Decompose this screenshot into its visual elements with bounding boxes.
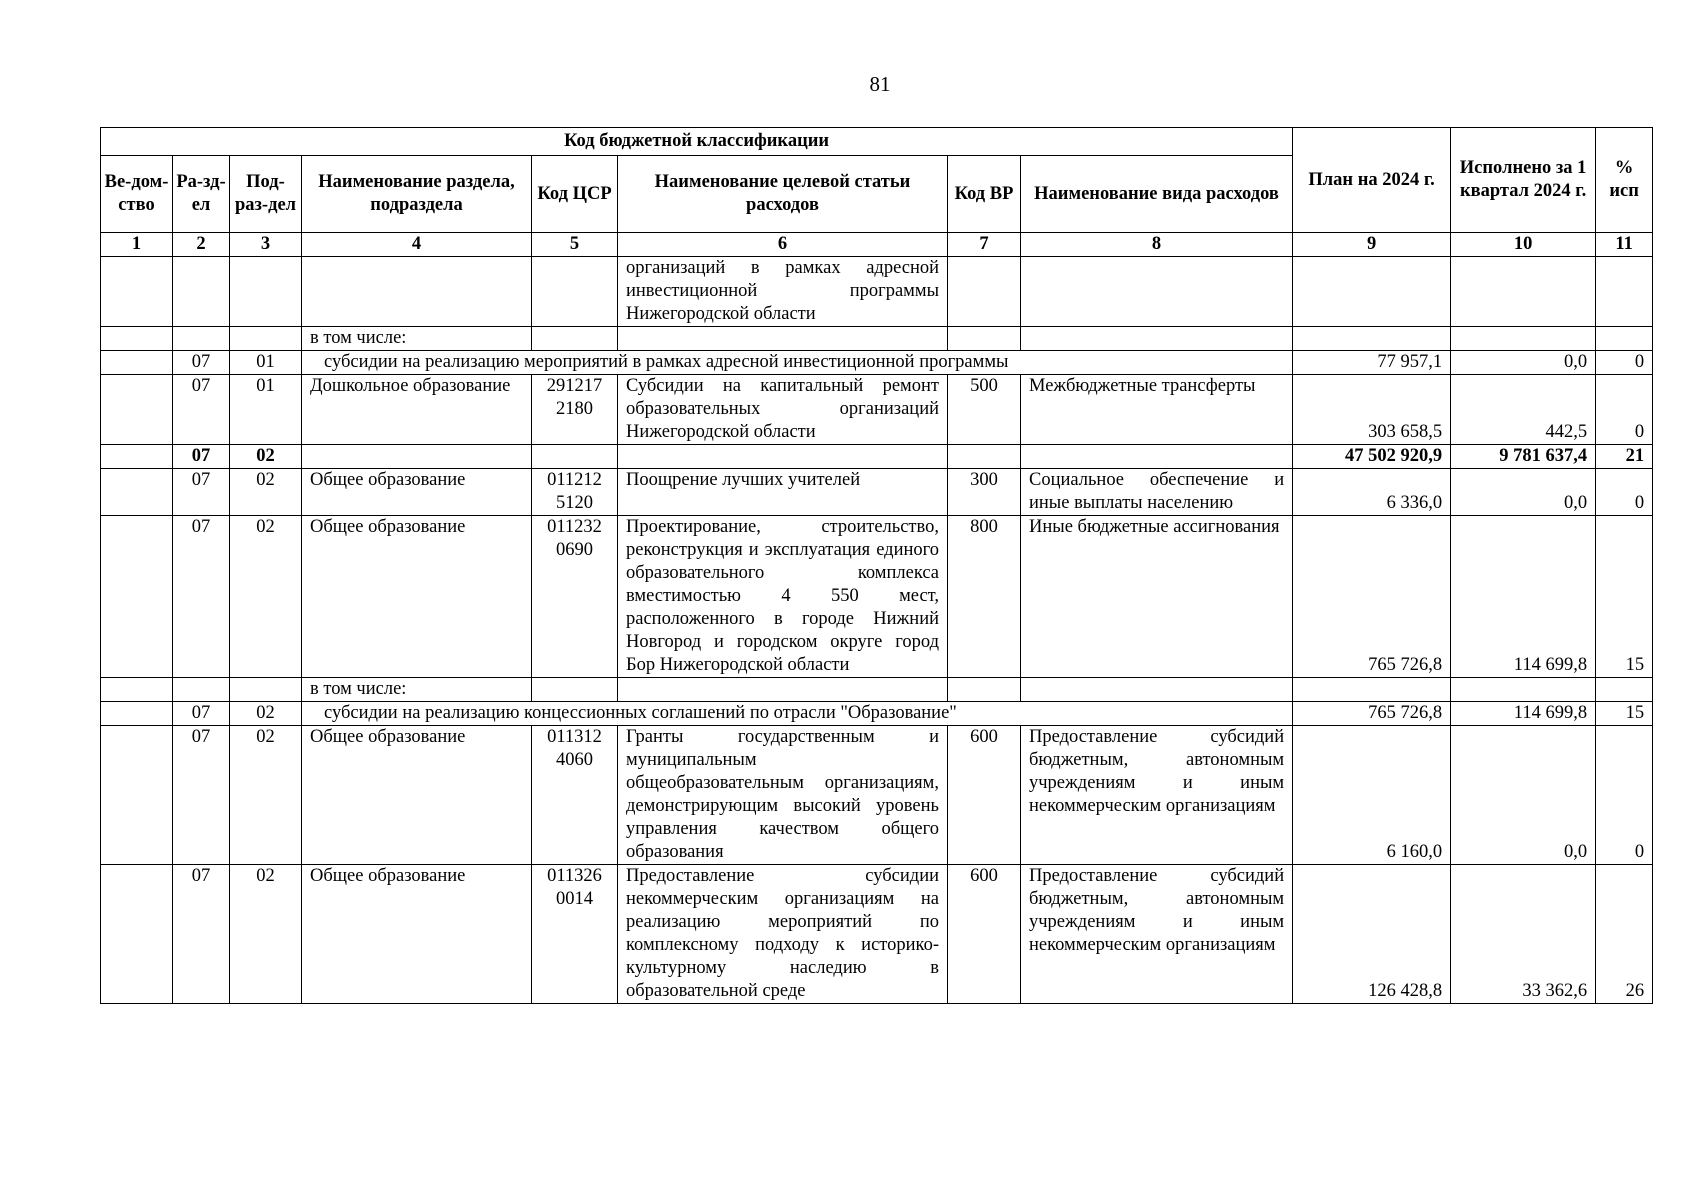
header-executed: Исполнено за 1 квартал 2024 г. (1451, 128, 1596, 233)
executed-value: 0,0 (1451, 726, 1596, 865)
vr-code: 600 (948, 865, 1021, 1004)
column-number: 10 (1451, 233, 1596, 257)
section-name: Общее образование (302, 516, 532, 678)
plan-value: 126 428,8 (1293, 865, 1451, 1004)
header-section-name: Наименование раздела, подраздела (302, 156, 532, 233)
table-row (101, 375, 1653, 445)
podrazdel: 02 (230, 469, 302, 516)
executed-value: 114 699,8 (1451, 702, 1596, 726)
razdel: 07 (173, 702, 230, 726)
table-row (101, 865, 1653, 1004)
razdel: 07 (173, 375, 230, 445)
csr-code: 011232 0690 (532, 516, 618, 678)
page-number: 81 (869, 72, 891, 96)
razdel: 07 (173, 516, 230, 678)
table-row (101, 726, 1653, 865)
column-number: 9 (1293, 233, 1451, 257)
vr-code: 600 (948, 726, 1021, 865)
header-plan: План на 2024 г. (1293, 128, 1451, 233)
executed-value: 0,0 (1451, 469, 1596, 516)
percent-value: 26 (1596, 865, 1653, 1004)
vr-code: 500 (948, 375, 1021, 445)
csr-code: 011212 5120 (532, 469, 618, 516)
csr-code: 011312 4060 (532, 726, 618, 865)
table-row (101, 351, 1653, 375)
plan-value: 765 726,8 (1293, 702, 1451, 726)
header-vr-name: Наименование вида расходов (1021, 156, 1293, 233)
plan-value: 6 160,0 (1293, 726, 1451, 865)
target-name: Поощрение лучших учителей (618, 469, 948, 516)
budget-table (100, 127, 1653, 1004)
subsidy-description: субсидии на реализацию концессионных соглашений по отрасли "Образование" (302, 702, 1293, 726)
plan-value: 6 336,0 (1293, 469, 1451, 516)
razdel: 07 (173, 865, 230, 1004)
column-number: 3 (230, 233, 302, 257)
subsidy-description: субсидии на реализацию мероприятий в рамках адресной инвестиционной программы (302, 351, 1293, 375)
column-number-row (101, 233, 1653, 257)
razdel: 07 (173, 726, 230, 865)
table-row (101, 678, 1653, 702)
target-name: Субсидии на капитальный ремонт образовательных организаций Нижегородской области (618, 375, 948, 445)
target-name: Предоставление субсидии некоммерческим организациям на реализацию мероприятий по комплексному подходу к историко-культурному наследию в образовательной среде (618, 865, 948, 1004)
section-name: Общее образование (302, 469, 532, 516)
column-number: 8 (1021, 233, 1293, 257)
table-row-subtotal (101, 445, 1653, 469)
podrazdel: 01 (230, 375, 302, 445)
column-number: 11 (1596, 233, 1653, 257)
csr-code: 291217 2180 (532, 375, 618, 445)
plan-value: 77 957,1 (1293, 351, 1451, 375)
executed-value: 0,0 (1451, 351, 1596, 375)
column-number: 2 (173, 233, 230, 257)
table-row (101, 516, 1653, 678)
executed-value: 114 699,8 (1451, 516, 1596, 678)
column-number: 6 (618, 233, 948, 257)
row-label: в том числе: (302, 678, 532, 702)
executed-value: 33 362,6 (1451, 865, 1596, 1004)
header-subsection: Под-раз-дел (230, 156, 302, 233)
podrazdel: 02 (230, 726, 302, 865)
vr-name: Межбюджетные трансферты (1021, 375, 1293, 445)
table-row (101, 469, 1653, 516)
podrazdel: 02 (230, 445, 302, 469)
vr-name: Иные бюджетные ассигнования (1021, 516, 1293, 678)
percent-value: 0 (1596, 375, 1653, 445)
percent-value: 0 (1596, 469, 1653, 516)
podrazdel: 02 (230, 865, 302, 1004)
executed-value: 442,5 (1451, 375, 1596, 445)
percent-value: 0 (1596, 351, 1653, 375)
budget-classification-header: Код бюджетной классификации (101, 128, 1293, 156)
csr-code: 011326 0014 (532, 865, 618, 1004)
header-target-name: Наименование целевой статьи расходов (618, 156, 948, 233)
header-department: Ве-дом-ство (101, 156, 173, 233)
razdel: 07 (173, 469, 230, 516)
row-label: в том числе: (302, 327, 532, 351)
header-vr-code: Код ВР (948, 156, 1021, 233)
section-name: Дошкольное образование (302, 375, 532, 445)
podrazdel: 02 (230, 702, 302, 726)
razdel: 07 (173, 351, 230, 375)
percent-value: 15 (1596, 516, 1653, 678)
podrazdel: 01 (230, 351, 302, 375)
vr-name: Предоставление субсидий бюджетным, автономным учреждениям и иным некоммерческим организациям (1021, 726, 1293, 865)
target-name: Гранты государственным и муниципальным общеобразовательным организациям, демонстрирующим высокий уровень управления качеством общего образования (618, 726, 948, 865)
vr-name: Социальное обеспечение и иные выплаты населению (1021, 469, 1293, 516)
section-name: Общее образование (302, 865, 532, 1004)
percent-value: 15 (1596, 702, 1653, 726)
column-number: 4 (302, 233, 532, 257)
column-number: 1 (101, 233, 173, 257)
header-percent: % исп (1596, 128, 1653, 233)
vr-code: 300 (948, 469, 1021, 516)
column-number: 5 (532, 233, 618, 257)
plan-value: 303 658,5 (1293, 375, 1451, 445)
table-row (101, 257, 1653, 327)
plan-value: 765 726,8 (1293, 516, 1451, 678)
table-row (101, 327, 1653, 351)
column-number: 7 (948, 233, 1021, 257)
table-row (101, 702, 1653, 726)
header-csr-code: Код ЦСР (532, 156, 618, 233)
executed-value: 9 781 637,4 (1451, 445, 1596, 469)
section-name: Общее образование (302, 726, 532, 865)
plan-value: 47 502 920,9 (1293, 445, 1451, 469)
target-name: организаций в рамках адресной инвестиционной программы Нижегородской области (618, 257, 948, 327)
percent-value: 21 (1596, 445, 1653, 469)
podrazdel: 02 (230, 516, 302, 678)
target-name: Проектирование, строительство, реконструкция и эксплуатация единого образовательного комплекса вместимостью 4 550 мест, расположенного в городе Нижний Новгород и городском округе город Бор Нижегородской области (618, 516, 948, 678)
header-section: Ра-зд-ел (173, 156, 230, 233)
percent-value: 0 (1596, 726, 1653, 865)
vr-name: Предоставление субсидий бюджетным, автономным учреждениям и иным некоммерческим организациям (1021, 865, 1293, 1004)
vr-code: 800 (948, 516, 1021, 678)
razdel: 07 (173, 445, 230, 469)
